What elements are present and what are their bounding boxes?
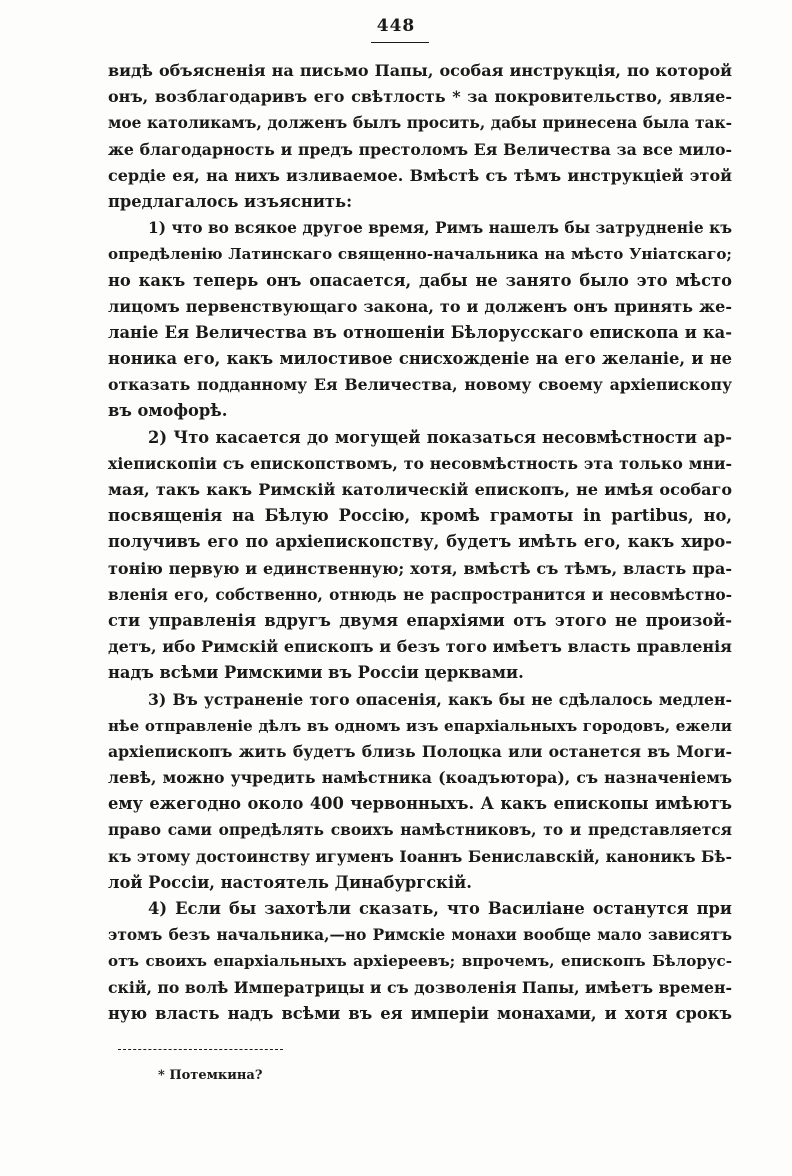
text-line: видѣ объясненія на письмо Папы, особая инструкція, по которой [108,61,732,80]
text-line: сердіе ея, на нихъ изливаемое. Вмѣстѣ съ тѣмъ инструкціей этой [108,165,732,185]
text-line: нѣе отправленіе дѣлъ въ одномъ изъ епархіальныхъ городовъ, ежели [108,716,732,735]
text-line: получивъ его по архіепископству, будетъ имѣть его, какъ хиро- [108,532,732,552]
text-line: левѣ, можно учредить намѣстника (коадъютора), съ назначеніемъ [108,768,732,788]
text-line: мая, такъ какъ Римскій католическій епископъ, не имѣя особаго [108,480,732,499]
text-line: детъ, ибо Римскій епископъ и безъ того имѣетъ власть правленія [108,637,732,657]
text-line: 1) что во всякое другое время, Римъ нашелъ бы затрудненіе къ [148,219,732,238]
text-line: хіепископіи съ епископствомъ, то несовмѣстность эта только мни- [108,453,732,473]
text-line: же благодарность и предъ престоломъ Ея Величества за все мило- [108,139,732,159]
text-line: надъ всѣми Римскими въ Россіи церквами. [108,663,524,683]
text-line: къ этому достоинству игуменъ Іоаннъ Бениславскій, каноникъ Бѣ- [108,846,732,866]
text-line: ноника его, какъ милостивое снисхожденіе на его желаніе, и не [108,349,732,369]
text-line: отказать подданному Ея Величества, новому своему архіепископу [108,375,732,395]
text-line: мое католикамъ, долженъ былъ просить, дабы принесена была так- [108,114,732,133]
text-line: скій, по волѣ Императрицы и съ дозволенія Папы, имѣетъ времен- [108,977,732,997]
text-line: онъ, возблагодаривъ его свѣтлость * за покровительство, являе- [108,87,732,107]
page-number: 448 [376,16,416,36]
header-rule [371,42,429,43]
text-line: 3) Въ устраненіе того опасенія, какъ бы не сдѣлалось медлен- [148,689,732,709]
text-line: предлагалось изъяснить: [108,191,353,211]
footnote: * Потемкина? [158,1068,263,1083]
text-line: ную власть надъ всѣми въ ея имперіи монахами, и хотя срокъ [108,1003,732,1023]
footnote-rule [118,1049,283,1050]
text-line: въ омофорѣ. [108,401,228,421]
text-line: 2) Что касается до могущей показаться несовмѣстности ар- [148,427,732,447]
text-line: архіепископъ жить будетъ близь Полоцка или останется въ Моги- [108,741,732,761]
text-line: тонію первую и единственную; хотя, вмѣстѣ съ тѣмъ, власть пра- [108,558,732,578]
text-line: 4) Если бы захотѣли сказать, что Василіане останутся при [148,899,732,918]
text-line: но какъ теперь онъ опасается, дабы не занято было это мѣсто [108,270,732,290]
text-line: отъ своихъ епархіальныхъ архіереевъ; впрочемъ, епископъ Бѣлорус- [108,952,732,971]
body-text [108,58,732,1027]
text-line: посвященія на Бѣлую Россію, кромѣ грамоты in partibus, но, [108,506,732,526]
text-line: лицомъ первенствующаго закона, то и долженъ онъ принять же- [108,296,732,316]
text-line: вленія его, собственно, отнюдь не распространится и несовмѣстно- [108,585,732,604]
text-line: лой Россіи, настоятель Динабургскій. [108,872,472,892]
text-line: право сами опредѣлять своихъ намѣстниковъ, то и представляется [108,821,732,840]
text-line: сти управленія вдругъ двумя епархіями отъ этого не произой- [108,610,732,630]
text-line: этомъ безъ начальника,—но Римскіе монахи вообще мало зависятъ [108,926,732,945]
text-line: опредѣленію Латинскаго священно-начальника на мѣсто Уніатскаго; [108,245,732,264]
text-line: ланіе Ея Величества въ отношеніи Бѣлорусскаго епископа и ка- [108,322,732,342]
text-line: ему ежегодно около 400 червонныхъ. А какъ епископы имѣютъ [108,794,732,814]
